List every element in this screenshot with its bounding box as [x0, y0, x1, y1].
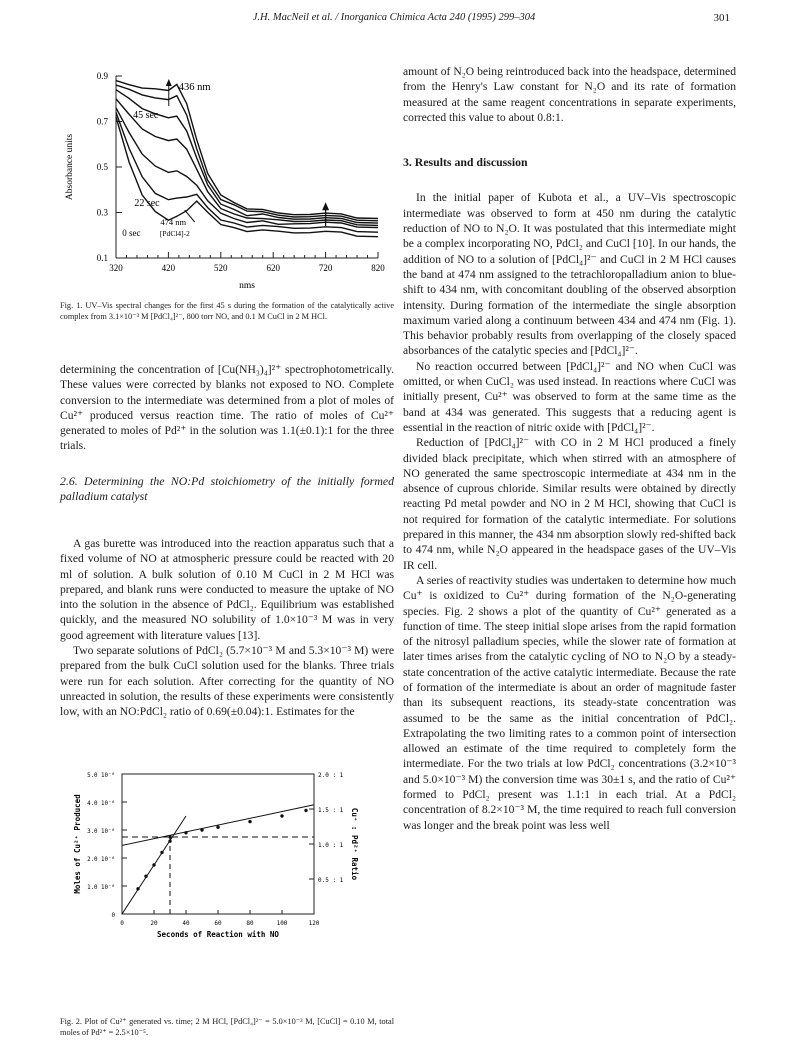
x-tick-label: 20: [150, 920, 158, 927]
y-axis-label: Moles of Cu²⁺ Produced: [73, 794, 82, 894]
annotation-45sec: 45 sec: [133, 110, 159, 121]
arrow-22sec-pointer: [185, 210, 195, 222]
x-axis-label: nms: [239, 281, 255, 291]
data-point: [304, 809, 307, 812]
annotation-0sec: 0 sec: [122, 228, 141, 238]
x-tick-label: 120: [308, 920, 320, 927]
y-tick-label: 5.0 10⁻⁶: [87, 773, 115, 779]
running-title: J.H. MacNeil et al. / Inorganica Chimica Acta 240 (1995) 299–304: [252, 12, 536, 23]
figure-1-chart: [58, 64, 398, 296]
figure-1: [58, 64, 398, 296]
annotation-pdcl4: [PdCl4]-2: [159, 229, 190, 238]
x-tick-label: 80: [246, 920, 254, 927]
data-point: [152, 863, 155, 866]
data-point: [200, 828, 203, 831]
y-tick-label: 0.3: [96, 207, 108, 218]
x-axis-label: Seconds of Reaction with NO: [157, 930, 279, 939]
paragraph: amount of N₂O being reintroduced back into the headspace, determined from the Henry's Law constant for N₂O and its rate of formation measured at the same reagent concentrations in separate experiments, corrected this value to about 0.8:1.: [403, 65, 736, 124]
y-tick-label: 1.0 10⁻⁶: [87, 885, 115, 891]
y2-axis-label: Cu⁺ : Pd²⁺ Ratio: [350, 807, 359, 881]
x-tick-label: 0: [120, 920, 124, 927]
y-axis-label: Absorbance units: [65, 133, 75, 201]
y2-tick-label: 0.5 : 1: [318, 877, 344, 884]
x-tick-label: 60: [214, 920, 222, 927]
data-point: [160, 851, 163, 854]
left-column-top: [60, 362, 394, 454]
annotation-436nm: 436 nm: [178, 82, 211, 93]
figure-2: [58, 760, 398, 940]
page-number: 301: [713, 12, 730, 24]
y-tick-label: 2.0 10⁻⁶: [87, 857, 115, 863]
y-tick-label: 3.0 10⁻⁶: [87, 829, 115, 835]
y2-tick-label: 1.5 : 1: [318, 807, 344, 814]
y-tick-label: 0.5: [96, 162, 108, 172]
figure-1-caption: Fig. 1. UV–Vis spectral changes for the first 45 s during the formation of the catalytically active complex from 3.1×10⁻³ M [PdCl₄]²⁻, 800 torr NO, and 0.1 M CuCl in 2 M HCl.: [60, 301, 394, 322]
figure-2-caption: Fig. 2. Plot of Cu²⁺ generated vs. time; 2 M HCl, [PdCl₄]²⁻ = 5.0×10⁻³ M, [CuCl] = 0.10 M, total moles of Pd²⁺ = 2.5×10⁻⁵.: [60, 1017, 394, 1038]
x-tick-label: 420: [161, 263, 176, 273]
data-point: [168, 835, 171, 838]
y-tick-label: 4.0 10⁻⁶: [87, 801, 115, 807]
running-header: [0, 8, 788, 32]
paragraph: In the initial paper of Kubota et al., a UV–Vis spectroscopic intermediate was observed to form at 450 nm during the catalytic reduction of NO to N₂O. It was postulated that this intermediate might be a complex incorporating NO, PdCl₂ and CuCl [10]. In our hands, the addition of NO to a solution of [PdCl₄]²⁻ and CuCl in 2 M HCl causes the band at 474 nm assigned to the tetrachloropalladium anion to blue-shift to 434 nm, with concomitant doubling of the observed absorption intensity. During formation of the intermediate the single absorption maximum varied along a continuum between 434 and 474 nm (Fig. 1). This behavior probably results from overlapping of the closely spaced absorbances of the catalytic species and [PdCl₄]²⁻.: [403, 191, 736, 358]
left-column-subsection: [60, 474, 394, 505]
data-point: [144, 875, 147, 878]
paragraph: No reaction occurred between [PdCl₄]²⁻ and NO when CuCl was omitted, or when CuCl₂ was used instead. In reactions where CuCl was initially present, Cu²⁺ was observed to form at the same time as the band at 434 was generated. This suggests that a reducing agent is essential in the reaction of nitric oxide with [PdCl₄]²⁻.: [403, 359, 736, 434]
x-tick-label: 620: [266, 263, 280, 273]
x-tick-label: 520: [214, 263, 228, 273]
left-column-bottom: [60, 536, 394, 720]
data-point: [168, 840, 171, 843]
right-column: [403, 64, 736, 833]
x-tick-label: 820: [371, 263, 385, 273]
data-point: [248, 820, 251, 823]
data-point: [216, 826, 219, 829]
paragraph: A series of reactivity studies was undertaken to determine how much Cu⁺ is oxidized to Cu²⁺ during formation of the N₂O-generating species. Fig. 2 shows a plot of the quantity of Cu²⁺ generated as a function of time. The steep initial slope arises from the rapid formation of the nitrosyl palladium species, while the slower rate of formation at later times arises from the catalytic cycling of NO to N₂O by a steady-state concentration of the active catalytic intermediate. Because the rate of formation of the intermediate is about an order of magnitude faster than its subsequent reactions, its steady-state concentration was assumed to be the same as the initial concentration of PdCl₂. Extrapolating the two limiting rates to a common point of intersection allowed an estimate of the time required to completely form the intermediate. For the two trials at low PdCl₂ concentrations (3.2×10⁻³ and 5.0×10⁻³ M) the conversion time was 30±1 s, and the ratio of Cu²⁺ formed to PdCl₂ present was 1.1:1 in each trial. At a PdCl₂ concentration of 8.2×10⁻³ M, the time required to reach full conversion was longer and the break point was less well: [403, 573, 736, 832]
x-tick-label: 320: [109, 263, 123, 273]
annotation-22sec: 22 sec: [134, 198, 160, 209]
y-tick-label: 0.7: [96, 116, 108, 127]
paragraph: A gas burette was introduced into the reaction apparatus such that a fixed volume of NO at atmospheric pressure could be reacted with 20 ml of solution. A bulk solution of 0.10 M CuCl in 2 M HCl was prepared, and blank runs were conducted to measure the uptake of NO into the solution in the absence of PdCl₂. Equilibrium was established quickly, and the measured NO solubility of 1.0×10⁻³ M was in very good agreement with literature values [13].: [60, 537, 394, 642]
y-tick-label: 0.9: [96, 71, 108, 81]
section-heading: 3. Results and discussion: [403, 155, 528, 170]
subsection-heading: 2.6. Determining the NO:Pd stoichiometry of the initially formed palladium catalyst: [60, 474, 394, 504]
paragraph: Two separate solutions of PdCl₂ (5.7×10⁻³ M and 5.3×10⁻³ M) were prepared from the bulk CuCl solution used for the blanks. Three trials were run for each solution. After correcting for the quantity of NO unreacted in solution, the results of these experiments were consistently low, with an NO:PdCl₂ ratio of 0.69(±0.04):1. Estimates for the: [60, 644, 394, 719]
data-point: [184, 831, 187, 834]
arrow-720-head: [322, 202, 329, 210]
plot-frame: [122, 774, 314, 914]
x-tick-label: 720: [318, 263, 333, 273]
annotation-474nm: 474 nm: [160, 217, 187, 227]
fit-line: [122, 805, 314, 846]
data-point: [280, 814, 283, 817]
y2-tick-label: 2.0 : 1: [318, 772, 344, 779]
y2-tick-label: 1.0 : 1: [318, 842, 344, 849]
data-point: [136, 887, 139, 890]
figure-2-chart: [58, 760, 398, 940]
x-tick-label: 40: [182, 920, 190, 927]
spectrum-line: [116, 108, 378, 228]
paragraph: determining the concentration of [Cu(NH₃)₄]²⁺ spectrophotometrically. These values were corrected by blanks not exposed to NO. Complete conversion to the intermediate was determined from a plot of moles of Cu²⁺ produced versus reaction time. The ratio of moles of Cu²⁺ generated to moles of Pd²⁺ in the solution was 1.1(±0.1):1 for the three trials.: [60, 363, 394, 453]
paragraph: Reduction of [PdCl₄]²⁻ with CO in 2 M HCl produced a finely divided black precipitate, which when stirred with an atmosphere of NO generated the same spectroscopic intermediate at 434 nm in the absence of cuprous chloride. Similar results were obtained by directly reacting Pd metal powder and NO in 2 M HCl, showing that CuCl is not required for formation of the catalytic intermediate. For solutions prepared in this manner, the 434 nm absorption slowly red-shifted back to 474 nm, while N₂O appeared in the headspace gases of the UV–Vis IR cell.: [403, 436, 736, 572]
y-tick-label: 0: [111, 913, 115, 919]
x-tick-label: 100: [276, 920, 288, 927]
y-tick-label: 0.1: [96, 253, 108, 263]
arrow-436-head: [166, 79, 172, 86]
